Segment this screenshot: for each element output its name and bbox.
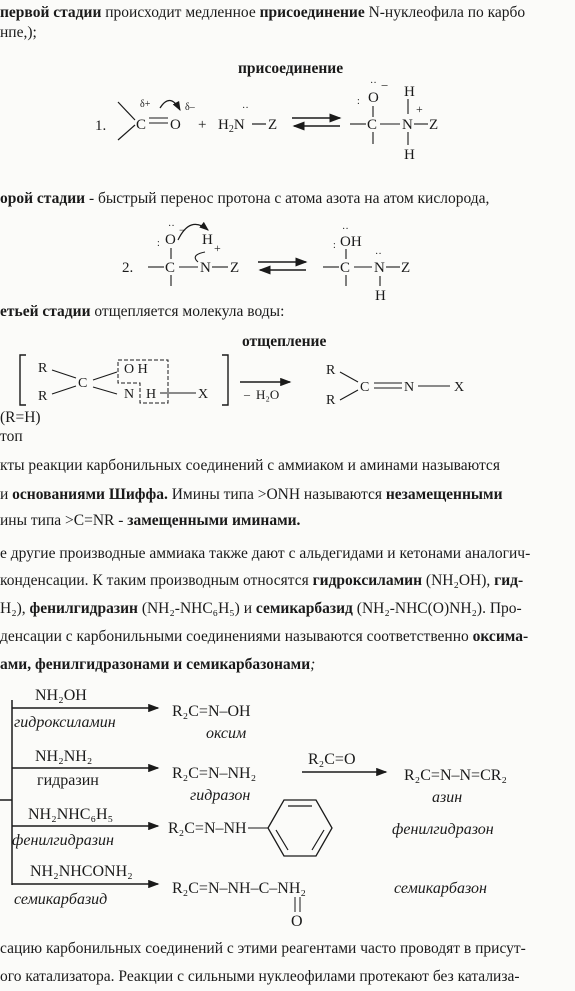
text-span: (NH₂-NHC(O)NH₂). Про- xyxy=(352,600,522,617)
reagent-formula: NH₂NHCONH₂ xyxy=(30,863,133,880)
charge-minus: − xyxy=(179,223,186,237)
bottom-line-2: ого катализатора. Реакции с сильными нуклеофилами протекают без катализа- xyxy=(0,968,520,985)
term-hydroxylamine: гидроксиламин xyxy=(312,572,423,589)
lone-pair: : xyxy=(157,238,160,249)
atom-c: C xyxy=(78,376,88,391)
product-name: гидразон xyxy=(190,787,251,804)
text-span: - быстрый перенос протона с атома азота на атом кислорода, xyxy=(85,190,490,207)
atom-r: R xyxy=(326,363,336,378)
product-formula: R₂C=N–NH xyxy=(168,820,247,837)
note-top: топ xyxy=(0,428,23,445)
reagent-formula: NH₂OH xyxy=(35,687,87,704)
delta-minus: δ– xyxy=(185,102,195,113)
text-span: конденсации. К таким производным относятся xyxy=(0,572,313,589)
bond xyxy=(93,387,117,394)
term-schiff-bases: основаниями Шиффа. xyxy=(12,486,168,503)
group-oh: OH xyxy=(340,234,362,250)
lone-pair: ·· xyxy=(168,221,175,232)
group-x: X xyxy=(454,380,465,395)
stage-2-number: 2. xyxy=(122,260,134,276)
group-x: X xyxy=(198,387,209,402)
lone-pair: ·· xyxy=(342,224,349,235)
lone-pair: : xyxy=(357,96,360,107)
addition-heading: присоединение xyxy=(238,60,344,77)
reagent-name: гидразин xyxy=(37,772,99,789)
bond xyxy=(52,370,76,378)
plus-sign: + xyxy=(198,117,207,133)
atom-c: C xyxy=(360,380,370,395)
atom-r: R xyxy=(38,361,48,376)
atom-r: R xyxy=(326,393,336,408)
atom-h: H xyxy=(202,232,213,248)
text-span: H₂), xyxy=(0,600,30,617)
text-span: ины типа >C=NR - xyxy=(0,512,128,529)
atom-n: N xyxy=(200,260,211,276)
carbonyl-o: O xyxy=(291,913,303,930)
benzene-ring xyxy=(268,800,332,856)
bracket-left xyxy=(20,355,26,405)
product-formula: R₂C=N–NH–C–NH₂ xyxy=(172,880,306,897)
atom-h: H xyxy=(146,387,157,402)
atom-o: O xyxy=(368,90,379,106)
atom-c: C xyxy=(340,260,351,276)
delta-plus: δ+ xyxy=(140,99,151,110)
stage-3-scheme xyxy=(20,355,464,408)
atom-o: O xyxy=(170,117,181,133)
charge-plus: + xyxy=(416,102,423,116)
bond xyxy=(340,390,358,400)
group-z: Z xyxy=(429,117,439,133)
paragraph-line-1: кты реакции карбонильных соединений с аммиаком и аминами называются xyxy=(0,457,500,474)
term-third-stage: етьей стадии xyxy=(0,303,91,320)
text-span: (NH₂-NHC₆H₅) и xyxy=(137,600,256,617)
derivatives-scheme xyxy=(0,687,507,930)
group-oh: O H xyxy=(124,362,148,377)
product-formula: R₂C=N–NH₂ xyxy=(172,765,257,782)
lone-pair: ·· xyxy=(242,103,249,114)
term-substituted-imines: замещенными иминами. xyxy=(127,512,301,529)
text-span: Имины типа >ONH называются xyxy=(167,486,386,503)
charge-minus: − xyxy=(381,78,389,93)
text-span: происходит медленное xyxy=(101,4,260,21)
stage-1-number: 1. xyxy=(95,118,107,134)
bracket-right xyxy=(222,355,228,405)
term-hydr: гид- xyxy=(494,572,524,589)
stage-1-scheme xyxy=(95,78,438,163)
text-span: отщепляется молекула воды: xyxy=(90,303,285,320)
term-phenylhydrazine: фенилгидразин xyxy=(29,600,138,617)
bond xyxy=(118,125,135,140)
atom-c: C xyxy=(367,117,378,133)
reagent-formula: NH₂NHC₆H₅ xyxy=(28,806,114,823)
amine-h2n: $H_2N$ xyxy=(218,117,245,135)
extra-product: R₂C=N–N=CR₂ xyxy=(404,767,507,784)
atom-h: H xyxy=(404,147,415,163)
charge-plus: + xyxy=(214,241,221,255)
text-span: денсации с карбонильными соединениями называются соответственно xyxy=(0,628,473,645)
extra-reagent: R₂C=O xyxy=(308,751,356,768)
bond xyxy=(340,372,358,382)
curved-arrow xyxy=(160,100,180,110)
extra-product-name: азин xyxy=(432,789,463,806)
bond xyxy=(118,102,135,120)
text-span: (NH₂OH), xyxy=(422,572,495,589)
reagent-name: гидроксиламин xyxy=(14,714,116,731)
elimination-heading: отщепление xyxy=(242,333,327,350)
reagent-name: фенилгидразин xyxy=(12,832,114,849)
term-semicarbazide: семикарбазид xyxy=(255,600,353,617)
paragraph-line-4: е другие производные аммиака также дают с альдегидами и кетонами аналогич- xyxy=(0,545,531,562)
atom-c: C xyxy=(136,117,147,133)
bottom-line-1: сацию карбонильных соединений с этими реагентами часто проводят в присут- xyxy=(0,940,526,957)
bond xyxy=(52,386,76,394)
group-z: Z xyxy=(230,260,240,276)
text-span: ; xyxy=(310,656,316,673)
lone-pair: ·· xyxy=(375,249,382,260)
atom-h: H xyxy=(404,84,415,100)
bond xyxy=(93,372,117,380)
atom-n: N xyxy=(404,380,415,395)
stage-2-scheme xyxy=(122,221,410,304)
atom-h: H xyxy=(375,288,386,304)
lone-pair: ·· xyxy=(370,78,377,89)
lone-pair: : xyxy=(333,240,336,251)
reagent-name: семикарбазид xyxy=(14,891,108,908)
term-unsubstituted: незамещенными xyxy=(385,486,503,503)
product-name: фенилгидразон xyxy=(392,821,494,838)
group-z: Z xyxy=(268,117,278,133)
product-name: оксим xyxy=(206,725,247,742)
water-label: H₂O xyxy=(256,387,280,402)
term-products: ами, фенилгидразонами и семикарбазонами xyxy=(0,656,311,673)
atom-c: C xyxy=(165,260,176,276)
text-line-2: нпе,); xyxy=(0,24,37,41)
term-second-stage: орой стадии xyxy=(0,190,86,207)
atom-n: N xyxy=(402,117,413,133)
minus-sign: – xyxy=(244,387,250,401)
term-first-stage: первой стадии xyxy=(0,4,102,21)
product-name: семикарбазон xyxy=(394,880,487,897)
term-addition: присоединение xyxy=(259,4,365,21)
atom-o: O xyxy=(165,232,176,248)
reagent-formula: NH₂NH₂ xyxy=(35,748,93,765)
text-span: N-нуклеофила по карбо xyxy=(364,4,526,21)
atom-n: N xyxy=(374,260,385,276)
text-span: и xyxy=(0,486,13,503)
product-formula: R₂C=N–OH xyxy=(172,703,251,720)
note-r-h: (R=H) xyxy=(0,409,41,426)
term-oximes: оксима- xyxy=(472,628,529,645)
atom-n: N xyxy=(124,387,135,402)
group-z: Z xyxy=(401,260,411,276)
atom-r: R xyxy=(38,389,48,404)
